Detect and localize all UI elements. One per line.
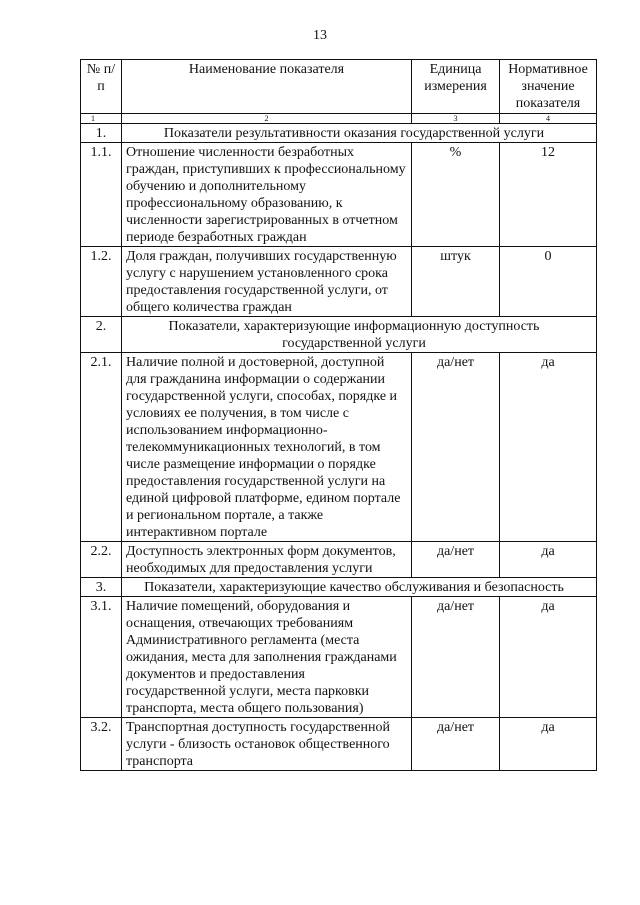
indicator-unit: штук bbox=[412, 247, 500, 317]
column-number: 3 bbox=[412, 114, 500, 124]
section-number: 2. bbox=[81, 317, 122, 353]
table-row bbox=[81, 542, 597, 578]
row-number: 1.2. bbox=[81, 247, 122, 317]
indicator-value: да bbox=[500, 353, 597, 542]
section-row bbox=[81, 317, 597, 353]
indicator-value: да bbox=[500, 597, 597, 718]
header-unit: Единица измерения bbox=[412, 60, 500, 114]
indicator-unit: да/нет bbox=[412, 718, 500, 771]
indicator-value: 12 bbox=[500, 143, 597, 247]
indicator-unit: да/нет bbox=[412, 542, 500, 578]
indicator-name: Наличие полной и достоверной, доступной для гражданина информации о содержании государственной услуги, способах, порядке и условиях ее получения, в том числе с использованием информационно-телекоммуникационных технологий, в том числе размещение информации о порядке предоставления государственной услуги на единой цифровой платформе, едином портале и региональном портале, а также интерактивном портале bbox=[122, 353, 412, 542]
indicator-unit: да/нет bbox=[412, 597, 500, 718]
header-normative-value: Нормативное значение показателя bbox=[500, 60, 597, 114]
row-number: 2.2. bbox=[81, 542, 122, 578]
section-number: 1. bbox=[81, 124, 122, 143]
indicator-name: Доля граждан, получивших государственную услугу с нарушением установленного срока предоставления государственной услуги, от общего количества граждан bbox=[122, 247, 412, 317]
column-number: 4 bbox=[500, 114, 597, 124]
table-row bbox=[81, 143, 597, 247]
table-row bbox=[81, 247, 597, 317]
indicator-value: 0 bbox=[500, 247, 597, 317]
column-number-row bbox=[81, 114, 597, 124]
indicator-unit: % bbox=[412, 143, 500, 247]
indicator-name: Транспортная доступность государственной услуги - близость остановок общественного транспорта bbox=[122, 718, 412, 771]
table-row bbox=[81, 597, 597, 718]
indicator-value: да bbox=[500, 542, 597, 578]
section-title: Показатели, характеризующие качество обслуживания и безопасность bbox=[122, 578, 597, 597]
row-number: 3.2. bbox=[81, 718, 122, 771]
section-row bbox=[81, 578, 597, 597]
row-number: 2.1. bbox=[81, 353, 122, 542]
table-row bbox=[81, 718, 597, 771]
header-number: № п/п bbox=[81, 60, 122, 114]
header-indicator-name: Наименование показателя bbox=[122, 60, 412, 114]
table-header-row bbox=[81, 60, 597, 114]
section-title: Показатели, характеризующие информационную доступность государственной услуги bbox=[122, 317, 597, 353]
indicator-unit: да/нет bbox=[412, 353, 500, 542]
column-number: 2 bbox=[122, 114, 412, 124]
column-number: 1 bbox=[81, 114, 122, 124]
page-number: 13 bbox=[313, 28, 327, 43]
table-row bbox=[81, 353, 597, 542]
section-number: 3. bbox=[81, 578, 122, 597]
indicator-name: Отношение численности безработных граждан, приступивших к профессиональному обучению и дополнительному профессиональному образованию, к численности зарегистрированных в отчетном периоде безработных граждан bbox=[122, 143, 412, 247]
indicator-value: да bbox=[500, 718, 597, 771]
row-number: 3.1. bbox=[81, 597, 122, 718]
indicators-table bbox=[80, 59, 597, 771]
section-row bbox=[81, 124, 597, 143]
indicator-name: Доступность электронных форм документов, необходимых для предоставления услуги bbox=[122, 542, 412, 578]
indicator-name: Наличие помещений, оборудования и оснащения, отвечающих требованиям Административного регламента (места ожидания, места для заполнения гражданами документов и предоставления государственной услуги, места парковки транспорта, места общего пользования) bbox=[122, 597, 412, 718]
section-title: Показатели результативности оказания государственной услуги bbox=[122, 124, 597, 143]
row-number: 1.1. bbox=[81, 143, 122, 247]
